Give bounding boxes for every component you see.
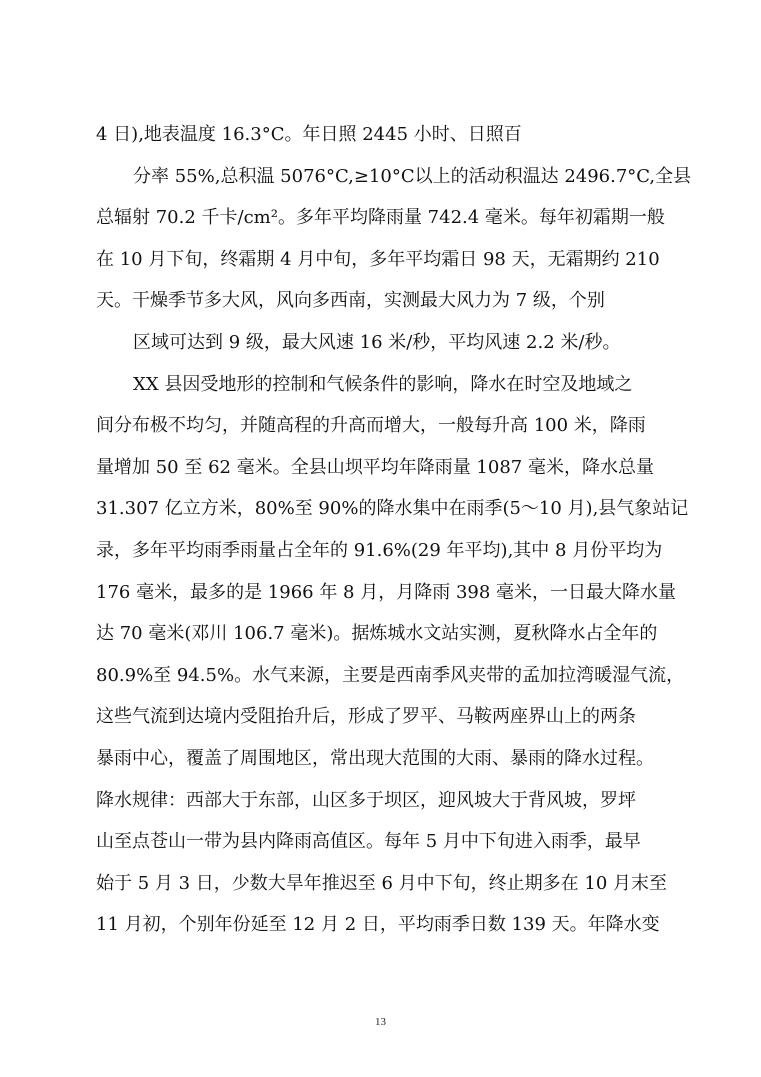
text-line: 降水规律：西部大于东部，山区多于坝区，迎风坡大于背风坡，罗坪: [96, 789, 636, 811]
text-line: 80.9%至 94.5%。水气来源，主要是西南季风夹带的孟加拉湾暖湿气流，: [96, 664, 685, 686]
text-line: 量增加 50 至 62 毫米。全县山坝平均年降雨量 1087 毫米，降水总量: [96, 456, 654, 478]
text-line: 176 毫米，最多的是 1966 年 8 月，月降雨 398 毫米，一日最大降水量: [96, 581, 677, 603]
text-line: 31.307 亿立方米，80%至 90%的降水集中在雨季(5～10 月),县气象站记: [96, 498, 689, 520]
text-line: 在 10 月下旬，终霜期 4 月中旬，多年平均霜日 98 天，无霜期约 210: [96, 248, 660, 270]
text-line: 分率 55%,总积温 5076°C,≥10°C以上的活动积温达 2496.7°C,全县: [133, 165, 692, 187]
text-line: 始于 5 月 3 日，少数大旱年推迟至 6 月中下旬，终止期多在 10 月末至: [96, 872, 668, 894]
page-number: 13: [375, 1016, 386, 1028]
text-line: 这些气流到达境内受阻抬升后，形成了罗平、马鞍两座界山上的两条: [96, 706, 636, 728]
text-line: 录，多年平均雨季雨量占全年的 91.6%(29 年平均),其中 8 月份平均为: [96, 539, 663, 561]
text-line: 区域可达到 9 级，最大风速 16 米/秒，平均风速 2.2 米/秒。: [133, 331, 621, 353]
text-line: 暴雨中心，覆盖了周围地区，常出现大范围的大雨、暴雨的降水过程。: [96, 747, 654, 769]
text-line: XX 县因受地形的控制和气候条件的影响，降水在时空及地域之: [133, 373, 633, 395]
body-text: [96, 114, 696, 946]
text-line: 总辐射 70.2 千卡/cm²。多年平均降雨量 742.4 毫米。每年初霜期一般: [96, 207, 665, 229]
text-line: 天。干燥季节多大风，风向多西南，实测最大风力为 7 级，个别: [96, 290, 605, 312]
text-line: 4 日),地表温度 16.3°C。年日照 2445 小时、日照百: [96, 124, 522, 145]
text-line: 山至点苍山一带为县内降雨高值区。每年 5 月中下旬进入雨季，最早: [96, 831, 641, 853]
text-line: 11 月初，个别年份延至 12 月 2 日，平均雨季日数 139 天。年降水变: [96, 914, 660, 936]
text-line: 间分布极不均匀，并随高程的升高而增大，一般每升高 100 米，降雨: [96, 415, 646, 437]
text-line: 达 70 毫米(邓川 106.7 毫米)。据炼城水文站实测，夏秋降水占全年的: [96, 623, 658, 645]
